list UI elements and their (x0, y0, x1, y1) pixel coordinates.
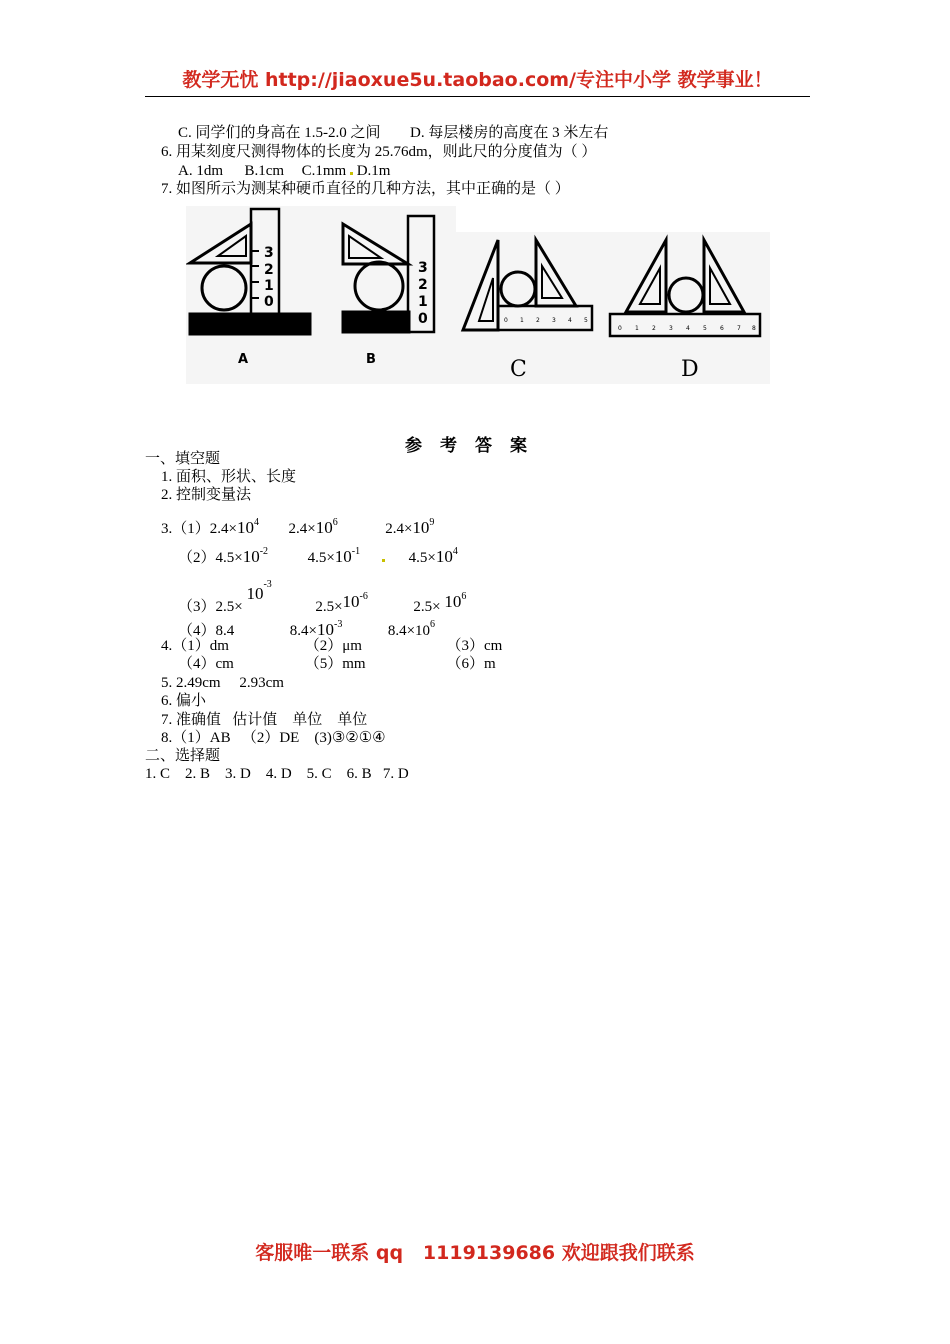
a3-1-label: 3.（1）2.4× (161, 521, 237, 537)
ruler-c-num: 4 (568, 317, 572, 324)
a3-1-b: 2.4× (288, 521, 316, 537)
ruler-c-num: 1 (520, 317, 524, 324)
mark-dot (350, 172, 353, 175)
answer-7: 7. 准确值 估计值 单位 单位 (161, 712, 368, 728)
a4-4: （4）cm (178, 656, 234, 672)
label-c: C (510, 357, 527, 382)
mark-dot (382, 559, 385, 562)
ten: 10 (316, 620, 334, 639)
answer-5: 5. 2.49cm 2.93cm (161, 675, 284, 691)
label-b: B (366, 352, 376, 367)
a3-2-label: （2）4.5× (178, 550, 243, 566)
ruler-d-num: 8 (752, 325, 756, 332)
ten: 10 (334, 547, 352, 566)
ruler-d-num: 0 (618, 325, 622, 332)
ruler-a-num: 1 (264, 278, 274, 294)
exponent: 6 (461, 591, 467, 602)
ten: 10 (342, 592, 360, 611)
ruler-d-num: 7 (737, 325, 741, 332)
ruler-c-num: 5 (584, 317, 588, 324)
q5-options-cd (178, 124, 608, 142)
q6-option-b: B.1cm (244, 163, 285, 179)
exponent: 6 (430, 619, 436, 630)
answer-8: 8.（1）AB （2）DE (3)③②①④ (161, 730, 386, 746)
q6-option-c: C.1mm (301, 163, 347, 179)
a4-6: （6）m (446, 656, 496, 672)
exponent: 9 (429, 517, 435, 528)
ruler-d-num: 1 (635, 325, 639, 332)
answer-1: 1. 面积、形状、长度 (161, 469, 297, 485)
q6-option-d: D.1m (356, 163, 391, 179)
answer-2: 2. 控制变量法 (161, 487, 252, 503)
ruler-d-num: 6 (720, 325, 724, 332)
ruler-d-num: 3 (669, 325, 673, 332)
ten: 10 (246, 584, 264, 603)
exponent: 6 (332, 517, 338, 528)
figure-b-ruler-numbers (418, 260, 428, 327)
a3-2-c: 4.5× (408, 550, 436, 566)
q6-option-a: A. 1dm (178, 163, 223, 179)
a4-5: （5）mm (304, 656, 366, 672)
choice-answers: 1. C 2. B 3. D 4. D 5. C 6. B 7. D (145, 766, 409, 782)
a3-1-c: 2.4× (385, 521, 413, 537)
q5-option-d: D. 每层楼房的高度在 3 米左右 (410, 125, 609, 141)
answer-6: 6. 偏小 (161, 693, 207, 709)
footer-text: 客服唯一联系 qq 1119139686 欢迎跟我们联系 (255, 1242, 695, 1264)
ruler-a-num: 3 (264, 245, 274, 261)
ruler-d-num: 4 (686, 325, 690, 332)
ten: 10 (242, 547, 260, 566)
answer-4-row1 (161, 637, 502, 655)
ten: 10 (444, 592, 462, 611)
exponent: -2 (259, 546, 269, 557)
label-d: D (681, 357, 699, 382)
q5-option-c: C. 同学们的身高在 1.5-2.0 之间 (178, 125, 381, 141)
answer-3-3 (178, 576, 467, 615)
ruler-b-num: 2 (418, 277, 428, 293)
q6-options (178, 162, 390, 180)
a3-4-b: 8.4× (289, 623, 317, 639)
a3-2-b: 4.5× (307, 550, 335, 566)
section-fill-blank: 一、填空题 (145, 451, 221, 467)
a4-3: （3）cm (446, 638, 503, 654)
ruler-b-num: 3 (418, 260, 428, 276)
ruler-c-num: 2 (536, 317, 540, 324)
section-choice: 二、选择题 (145, 748, 221, 764)
exponent: -6 (359, 591, 368, 602)
label-a: A (238, 352, 249, 367)
ruler-c-num: 0 (504, 317, 508, 324)
exponent: -1 (351, 546, 361, 557)
ruler-a-num: 0 (264, 294, 274, 310)
ruler-b-num: 1 (418, 294, 428, 310)
exponent: 4 (253, 517, 259, 528)
answer-3-2 (178, 543, 458, 567)
a4-2: （2）μm (304, 638, 362, 654)
ruler-b-num: 0 (418, 311, 428, 327)
ten: 10 (435, 547, 453, 566)
answer-3-1 (161, 514, 434, 538)
exponent: -3 (263, 579, 272, 590)
ten: 10 (236, 518, 254, 537)
a4-1: 4.（1）dm (161, 638, 229, 654)
a3-3-c: 2.5× (413, 599, 441, 615)
ruler-c-num: 3 (552, 317, 556, 324)
figure-drawing (186, 206, 770, 384)
q6-stem: 6. 用某刻度尺测得物体的长度为 25.76dm，则此尺的分度值为（ ） (161, 144, 597, 160)
ruler-d-num: 5 (703, 325, 707, 332)
coin-measurement-figure (186, 206, 770, 384)
answers-title: 参考答案 (405, 436, 545, 455)
figure-a-ruler-numbers (264, 245, 274, 310)
page-header (145, 66, 810, 97)
page-footer (0, 1238, 950, 1265)
a3-3-label: （3）2.5× (178, 599, 243, 615)
answer-4-row2 (178, 655, 496, 673)
ten: 10 (412, 518, 430, 537)
header-text: 教学无忧 http://jiaoxue5u.taobao.com/专注中小学 教学事业！ (182, 69, 773, 91)
a3-4-label: （4）8.4 (178, 623, 235, 639)
ruler-d-num: 2 (652, 325, 656, 332)
ten: 10 (315, 518, 333, 537)
a3-3-b: 2.5× (315, 599, 343, 615)
q7-stem: 7. 如图所示为测某种硬币直径的几种方法，其中正确的是（ ） (161, 181, 570, 197)
ruler-a-num: 2 (264, 262, 274, 278)
exponent: -3 (333, 619, 343, 630)
exponent: 4 (452, 546, 458, 557)
a3-4-c: 8.4×10 (387, 623, 431, 639)
